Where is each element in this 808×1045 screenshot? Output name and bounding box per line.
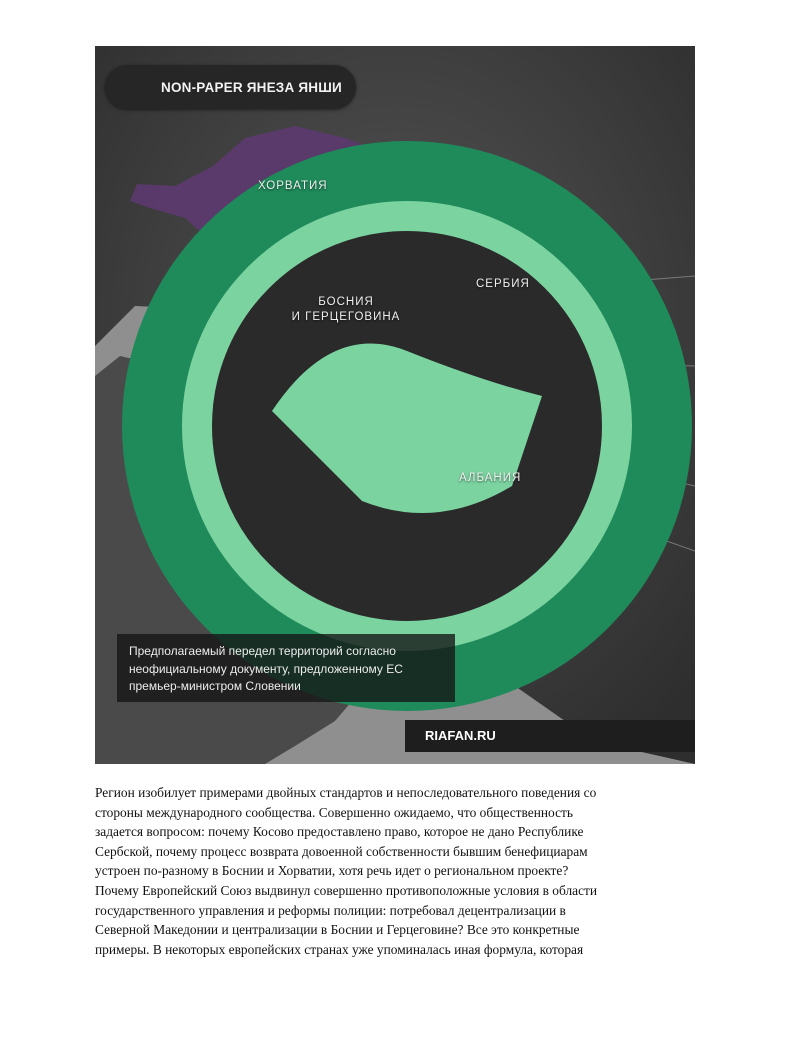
map-caption	[117, 634, 455, 702]
globe-logo-icon	[107, 67, 147, 107]
text-line: Сербской, почему процесс возврата довоенной собственности бывшим бенефициарам	[95, 843, 588, 859]
text-line: стороны международного сообщества. Совершенно ожидаемо, что общественность	[95, 804, 573, 820]
badge-title: NON-PAPER ЯНЕЗА ЯНШИ	[161, 79, 342, 95]
text-line: государственного управления и реформы полиции: потребовал децентрализации в	[95, 902, 566, 918]
label-albania: АЛБАНИЯ	[459, 472, 522, 484]
label-serbia: СЕРБИЯ	[476, 278, 530, 290]
caption-line: неофициальному документу, предложенному ЕС	[129, 661, 403, 676]
text-line: Регион изобилует примерами двойных стандартов и непоследовательного поведения со	[95, 785, 597, 800]
text-line: Почему Европейский Союз выдвинул совершенно противоположные условия в области	[95, 882, 598, 898]
label-bosnia-line2: И ГЕРЦЕГОВИНА	[291, 311, 401, 323]
text-line: устроен по-разному в Боснии и Хорватии, хотя речь идет о региональном проекте?	[95, 863, 569, 879]
map-figure	[95, 46, 695, 764]
source-credit: RIAFAN.RU	[405, 720, 695, 752]
text-line: примеры. В некоторых европейских странах уже упоминалась иная формула, которая	[95, 941, 584, 957]
caption-line: премьер-министром Словении	[129, 679, 301, 693]
article-paragraph	[95, 783, 715, 959]
label-bosnia-line1: БОСНИЯ	[318, 296, 374, 308]
label-bosnia	[291, 295, 401, 325]
label-croatia: ХОРВАТИЯ	[258, 180, 328, 192]
source-badge	[105, 65, 356, 109]
text-line: задается вопросом: почему Косово предоставлено право, которое не дано Республике	[95, 824, 584, 840]
text-line: Северной Македонии и централизации в Боснии и Герцеговине? Все это конкретные	[95, 922, 580, 938]
caption-line: Предполагаемый передел территорий согласно	[129, 644, 396, 658]
